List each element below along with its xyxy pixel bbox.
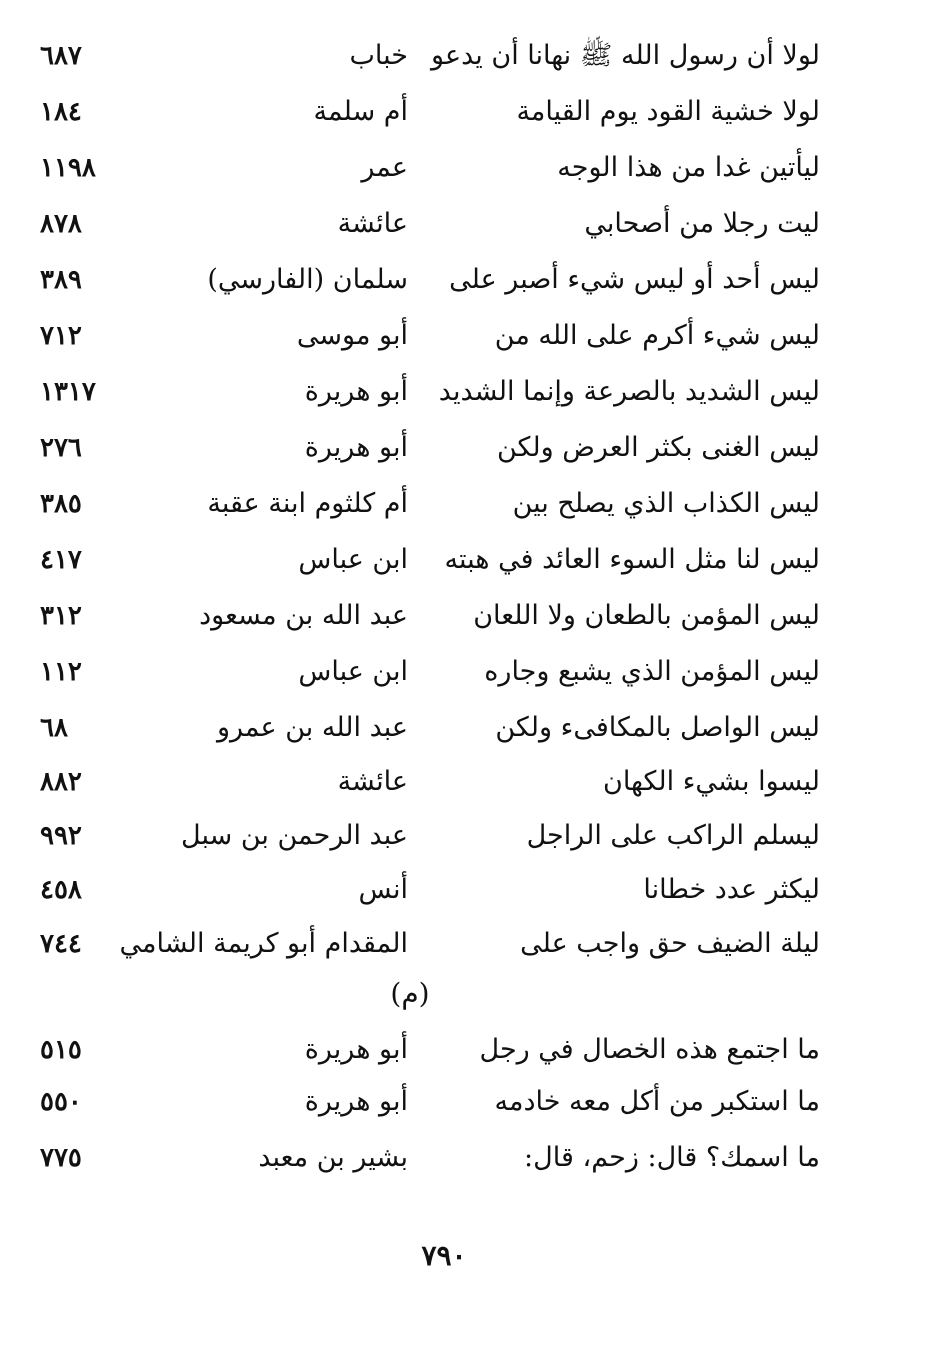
index-row <box>0 862 948 918</box>
hadith-text: لولا خشية القود يوم القيامة <box>516 96 820 127</box>
hadith-text: ليس الكذاب الذي يصلح بين <box>512 488 820 519</box>
index-row <box>0 808 948 864</box>
page-reference: ٦٨ <box>40 713 68 743</box>
page-reference: ٩٩٢ <box>40 821 82 851</box>
hadith-text: ليت رجلا من أصحابي <box>584 208 820 239</box>
hadith-text: ما اسمك؟ قال: زحم، قال: <box>524 1142 820 1173</box>
page-reference: ١٣١٧ <box>40 377 96 407</box>
index-row <box>0 364 948 420</box>
page-reference: ٧٤٤ <box>40 929 82 959</box>
page-reference: ٣٨٥ <box>40 489 82 519</box>
index-row <box>0 476 948 532</box>
index-row <box>0 1022 948 1078</box>
page-reference: ١١٩٨ <box>40 153 96 183</box>
hadith-text: ليس المؤمن بالطعان ولا اللعان <box>473 600 820 631</box>
hadith-text: ليسلم الراكب على الراجل <box>526 820 820 851</box>
page-reference: ٢٧٦ <box>40 433 82 463</box>
hadith-text: ليلة الضيف حق واجب على <box>520 928 820 959</box>
page-reference: ٤١٧ <box>40 545 82 575</box>
narrator-name: عبد الله بن مسعود <box>199 600 408 631</box>
hadith-text: ليس أحد أو ليس شيء أصبر على <box>449 264 820 295</box>
hadith-text: ما اجتمع هذه الخصال في رجل <box>479 1034 820 1065</box>
narrator-name: عائشة <box>337 208 408 239</box>
index-row <box>0 916 948 972</box>
hadith-text: ليس الواصل بالمكافىء ولكن <box>495 712 820 743</box>
index-row <box>0 420 948 476</box>
section-heading: (م) <box>390 977 430 1010</box>
hadith-text: ليس الشديد بالصرعة وإنما الشديد <box>438 376 820 407</box>
hadith-text: ليس المؤمن الذي يشبع وجاره <box>484 656 820 687</box>
page-number: ٧٩٠ <box>421 1239 467 1272</box>
narrator-name: أبو هريرة <box>304 376 408 407</box>
narrator-name: أم سلمة <box>313 96 408 127</box>
index-row <box>0 1130 948 1186</box>
index-row <box>0 1074 948 1130</box>
index-row <box>0 532 948 588</box>
hadith-text: ليسوا بشيء الكهان <box>602 766 820 797</box>
hadith-text: ما استكبر من أكل معه خادمه <box>494 1086 820 1117</box>
index-row <box>0 644 948 700</box>
hadith-text: لولا أن رسول الله ﷺ نهانا أن يدعو <box>431 40 820 71</box>
page-reference: ٦٨٧ <box>40 41 82 71</box>
page-reference: ٥٥٠ <box>40 1087 82 1117</box>
page-reference: ٤٥٨ <box>40 875 82 905</box>
narrator-name: ابن عباس <box>298 656 408 687</box>
index-row <box>0 308 948 364</box>
page-reference: ٨٨٢ <box>40 767 82 797</box>
narrator-name: عمر <box>361 152 408 183</box>
narrator-name: أنس <box>358 874 408 905</box>
narrator-name: عائشة <box>337 766 408 797</box>
index-row <box>0 252 948 308</box>
narrator-name: أبو هريرة <box>304 1086 408 1117</box>
index-row <box>0 196 948 252</box>
page-reference: ٧١٢ <box>40 321 82 351</box>
hadith-text: ليس شيء أكرم على الله من <box>494 320 820 351</box>
narrator-name: ابن عباس <box>298 544 408 575</box>
page-reference: ٣٨٩ <box>40 265 82 295</box>
narrator-name: أبو موسى <box>296 320 408 351</box>
index-row <box>0 700 948 756</box>
index-row <box>0 754 948 810</box>
narrator-name: المقدام أبو كريمة الشامي <box>119 928 408 959</box>
index-row <box>0 28 948 84</box>
narrator-name: بشير بن معبد <box>258 1142 408 1173</box>
hadith-text: ليس لنا مثل السوء العائد في هبته <box>444 544 820 575</box>
index-row <box>0 588 948 644</box>
narrator-name: سلمان (الفارسي) <box>207 264 408 295</box>
page-reference: ١٨٤ <box>40 97 82 127</box>
page-reference: ٥١٥ <box>40 1035 82 1065</box>
hadith-text: ليأتين غدا من هذا الوجه <box>557 152 820 183</box>
narrator-name: خباب <box>349 40 408 71</box>
narrator-name: عبد الله بن عمرو <box>216 712 408 743</box>
narrator-name: أبو هريرة <box>304 1034 408 1065</box>
page-reference: ٧٧٥ <box>40 1143 82 1173</box>
narrator-name: أم كلثوم ابنة عقبة <box>207 488 408 519</box>
index-row <box>0 140 948 196</box>
page-reference: ٣١٢ <box>40 601 82 631</box>
index-row <box>0 84 948 140</box>
page-reference: ١١٢ <box>40 657 82 687</box>
page-reference: ٨٧٨ <box>40 209 82 239</box>
hadith-text: ليكثر عدد خطانا <box>643 874 820 905</box>
hadith-text: ليس الغنى بكثر العرض ولكن <box>496 432 820 463</box>
narrator-name: أبو هريرة <box>304 432 408 463</box>
narrator-name: عبد الرحمن بن سبل <box>181 820 408 851</box>
